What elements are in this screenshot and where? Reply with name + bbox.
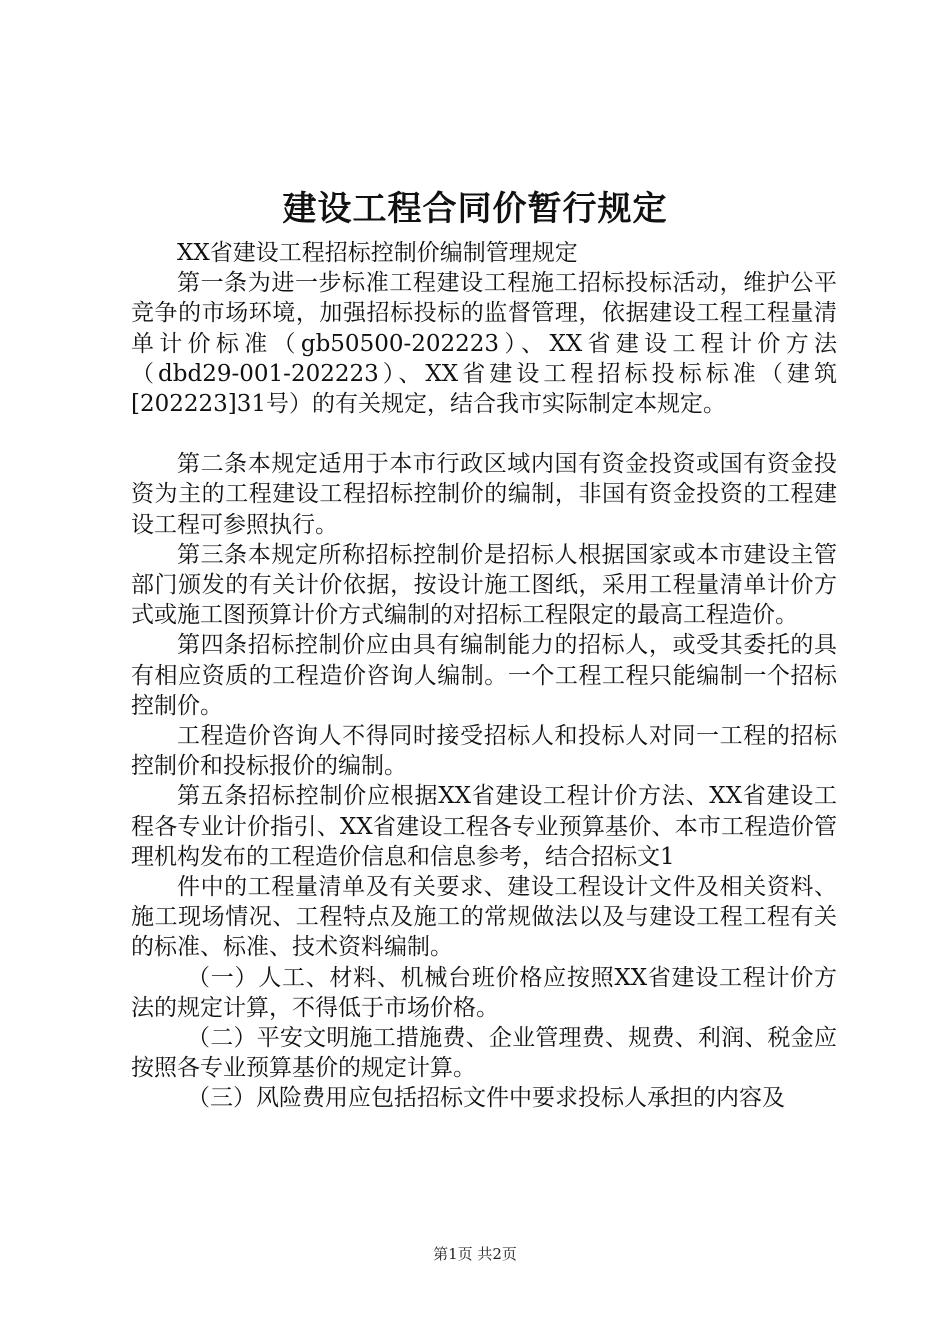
paragraph-subtitle: XX省建设工程招标控制价编制管理规定 — [177, 240, 578, 266]
document-body — [131, 238, 837, 1114]
paragraph-article-4: 第四条招标控制价应由具有编制能力的招标人，或受其委托的具有相应资质的工程造价咨询人编制。一个工程工程只能编制一个招标控制价。 — [131, 632, 837, 719]
document-title: 建设工程合同价暂行规定 — [282, 189, 668, 229]
paragraph-article-5: 第五条招标控制价应根据XX省建设工程计价方法、XX省建设工程各专业计价指引、XX省建设工程各专业预算基价、本市工程造价管理机构发布的工程造价信息和信息参考，结合招标文1 — [131, 783, 837, 870]
paragraph-article-3: 第三条本规定所称招标控制价是招标人根据国家或本市建设主管部门颁发的有关计价依据，按设计施工图纸，采用工程量清单计价方式或施工图预算计价方式编制的对招标工程限定的最高工程造价。 — [131, 541, 837, 629]
paragraph-item-1: （一）人工、材料、机械台班价格应按照XX省建设工程计价方法的规定计算，不得低于市场价格。 — [131, 964, 837, 1021]
paragraph-article-5-cont: 件中的工程量清单及有关要求、建设工程设计文件及相关资料、施工现场情况、工程特点及施工的常规做法以及与建设工程工程有关的标准、标准、技术资料编制。 — [131, 874, 837, 961]
paragraph-item-2: （二）平安文明施工措施费、企业管理费、规费、利润、税金应按照各专业预算基价的规定计算。 — [131, 1025, 837, 1082]
paragraph-item-3: （三）风险费用应包括招标文件中要求投标人承担的内容及 — [187, 1085, 785, 1112]
paragraph-article-4-cont: 工程造价咨询人不得同时接受招标人和投标人对同一工程的招标控制价和投标报价的编制。 — [131, 723, 837, 780]
page-footer: 第1页 共2页 — [433, 1245, 517, 1263]
paragraph-article-1: 第一条为进一步标准工程建设工程施工招标投标活动，维护公平竞争的市场环境，加强招标投标的监督管理，依据建设工程工程量清单计价标准（gb50500-202223）、XX省建设工程计价方法（dbd29-001-202223）、XX省建设工程招标投标标准（建筑[202223]31号）的有关规定，结合我市实际制定本规定。 — [131, 270, 837, 418]
paragraph-article-2: 第二条本规定适用于本市行政区域内国有资金投资或国有资金投资为主的工程建设工程招标控制价的编制，非国有资金投资的工程建设工程可参照执行。 — [131, 451, 837, 538]
